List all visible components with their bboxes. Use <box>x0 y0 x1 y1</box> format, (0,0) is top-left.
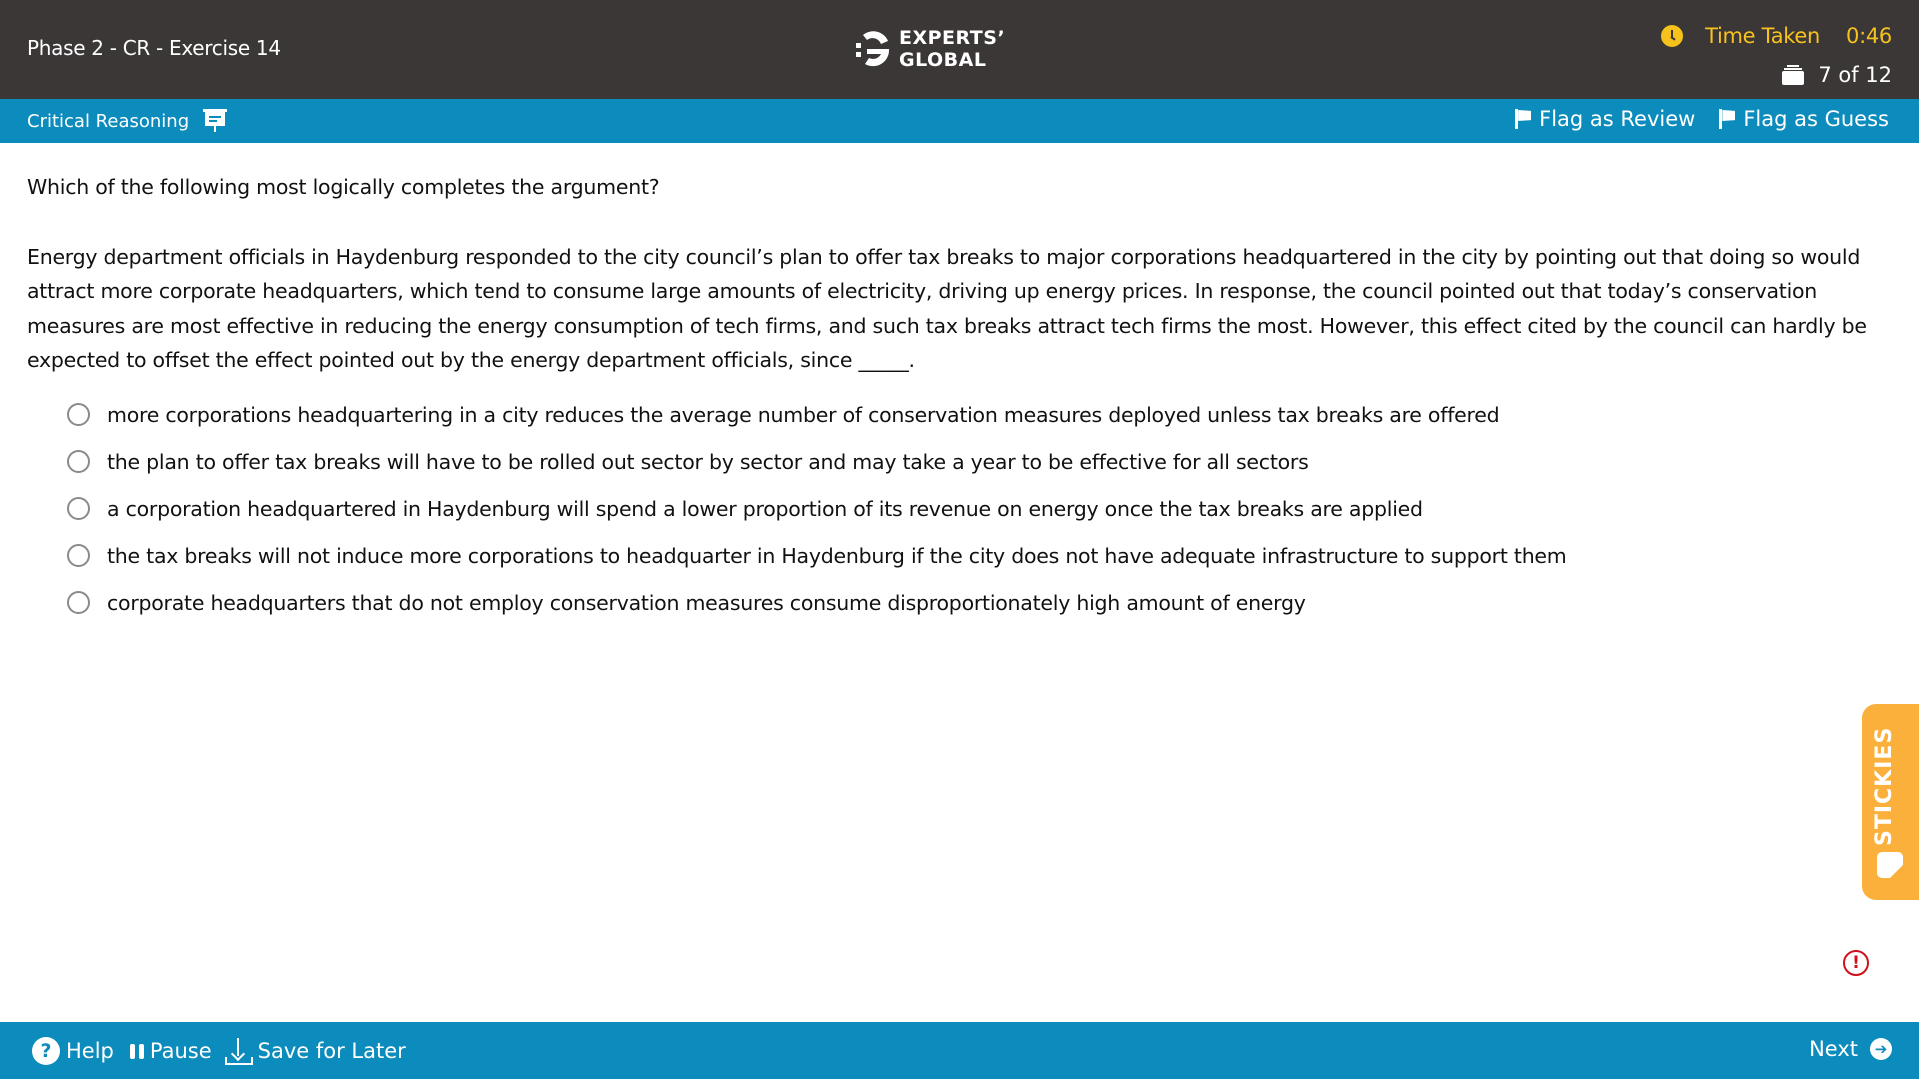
section-label <box>27 109 227 133</box>
next-button[interactable] <box>1809 1037 1892 1061</box>
next-label: Next <box>1809 1037 1858 1061</box>
clock-icon <box>1661 25 1683 47</box>
help-label: Help <box>66 1039 114 1063</box>
question-stack-icon <box>1782 65 1804 85</box>
answer-options <box>27 391 1877 626</box>
time-taken-label: Time Taken <box>1705 24 1821 48</box>
flag-as-review-label: Flag as Review <box>1539 107 1696 131</box>
logo-line-1: EXPERTS’ <box>899 27 1006 49</box>
pause-button[interactable] <box>126 1039 212 1063</box>
question-progress <box>1782 63 1892 87</box>
save-for-later-button[interactable] <box>224 1038 406 1064</box>
logo-g-icon <box>855 29 891 69</box>
save-for-later-label: Save for Later <box>257 1039 406 1063</box>
flag-controls <box>1515 107 1889 131</box>
flag-as-review-button[interactable] <box>1515 107 1695 131</box>
answer-option-e[interactable] <box>27 579 1877 626</box>
time-taken <box>1661 24 1892 48</box>
presentation-board-icon <box>203 109 227 133</box>
arrow-right-circle-icon: ➔ <box>1870 1038 1892 1060</box>
question-progress-text: 7 of 12 <box>1818 63 1892 87</box>
pause-label: Pause <box>149 1039 212 1063</box>
section-name: Critical Reasoning <box>27 110 190 132</box>
exercise-title: Phase 2 - CR - Exercise 14 <box>27 36 281 60</box>
bottom-left-controls <box>32 1037 406 1065</box>
stickies-tab[interactable] <box>1862 704 1919 900</box>
report-issue-icon[interactable]: ! <box>1843 950 1869 976</box>
pause-icon <box>130 1044 144 1059</box>
answer-option-d[interactable] <box>27 532 1877 579</box>
download-icon <box>224 1038 252 1064</box>
answer-option-text: the plan to offer tax breaks will have to be rolled out sector by sector and may take a year to be effective for all sectors <box>107 449 1309 474</box>
question-area <box>27 172 1877 626</box>
help-icon: ? <box>32 1037 60 1065</box>
flag-icon <box>1515 109 1531 129</box>
question-prompt: Which of the following most logically completes the argument? <box>27 175 660 199</box>
sticky-note-icon <box>1877 852 1903 878</box>
question-passage: Energy department officials in Haydenburg responded to the city council’s plan to offer tax breaks to major corporations headquartered in the city by pointing out that doing so would attract more corporate headquarters, which tend to consume large amounts of electricity, driving up energy prices. In response, the council pointed out that today’s conservation measures are most effective in reducing the energy consumption of tech firms, and such tax breaks attract tech firms the most. However, this effect cited by the council can hardly be expected to offset the effect pointed out by the energy department officials, since _____. <box>27 245 1867 372</box>
radio-button[interactable] <box>67 450 90 473</box>
radio-button[interactable] <box>67 403 90 426</box>
flag-icon <box>1719 109 1735 129</box>
radio-button[interactable] <box>67 591 90 614</box>
top-header <box>0 0 1919 99</box>
logo-line-2: GLOBAL <box>899 49 987 71</box>
help-button[interactable] <box>32 1037 114 1065</box>
answer-option-text: more corporations headquartering in a city reduces the average number of conservation measures deployed unless tax breaks are offered <box>107 402 1500 427</box>
answer-option-text: a corporation headquartered in Haydenburg will spend a lower proportion of its revenue on energy once the tax breaks are applied <box>107 496 1423 521</box>
experts-global-logo <box>855 27 1005 71</box>
flag-as-guess-button[interactable] <box>1719 107 1889 131</box>
section-bar <box>0 99 1919 143</box>
bottom-toolbar <box>0 1022 1919 1079</box>
answer-option-text: corporate headquarters that do not employ conservation measures consume disproportionately high amount of energy <box>107 590 1306 615</box>
time-taken-value: 0:46 <box>1846 24 1892 48</box>
radio-button[interactable] <box>67 544 90 567</box>
flag-as-guess-label: Flag as Guess <box>1743 107 1889 131</box>
answer-option-b[interactable] <box>27 438 1877 485</box>
radio-button[interactable] <box>67 497 90 520</box>
stickies-label: STICKIES <box>1872 726 1897 846</box>
answer-option-text: the tax breaks will not induce more corporations to headquarter in Haydenburg if the city does not have adequate infrastructure to support them <box>107 543 1567 568</box>
answer-option-a[interactable] <box>27 391 1877 438</box>
answer-option-c[interactable] <box>27 485 1877 532</box>
